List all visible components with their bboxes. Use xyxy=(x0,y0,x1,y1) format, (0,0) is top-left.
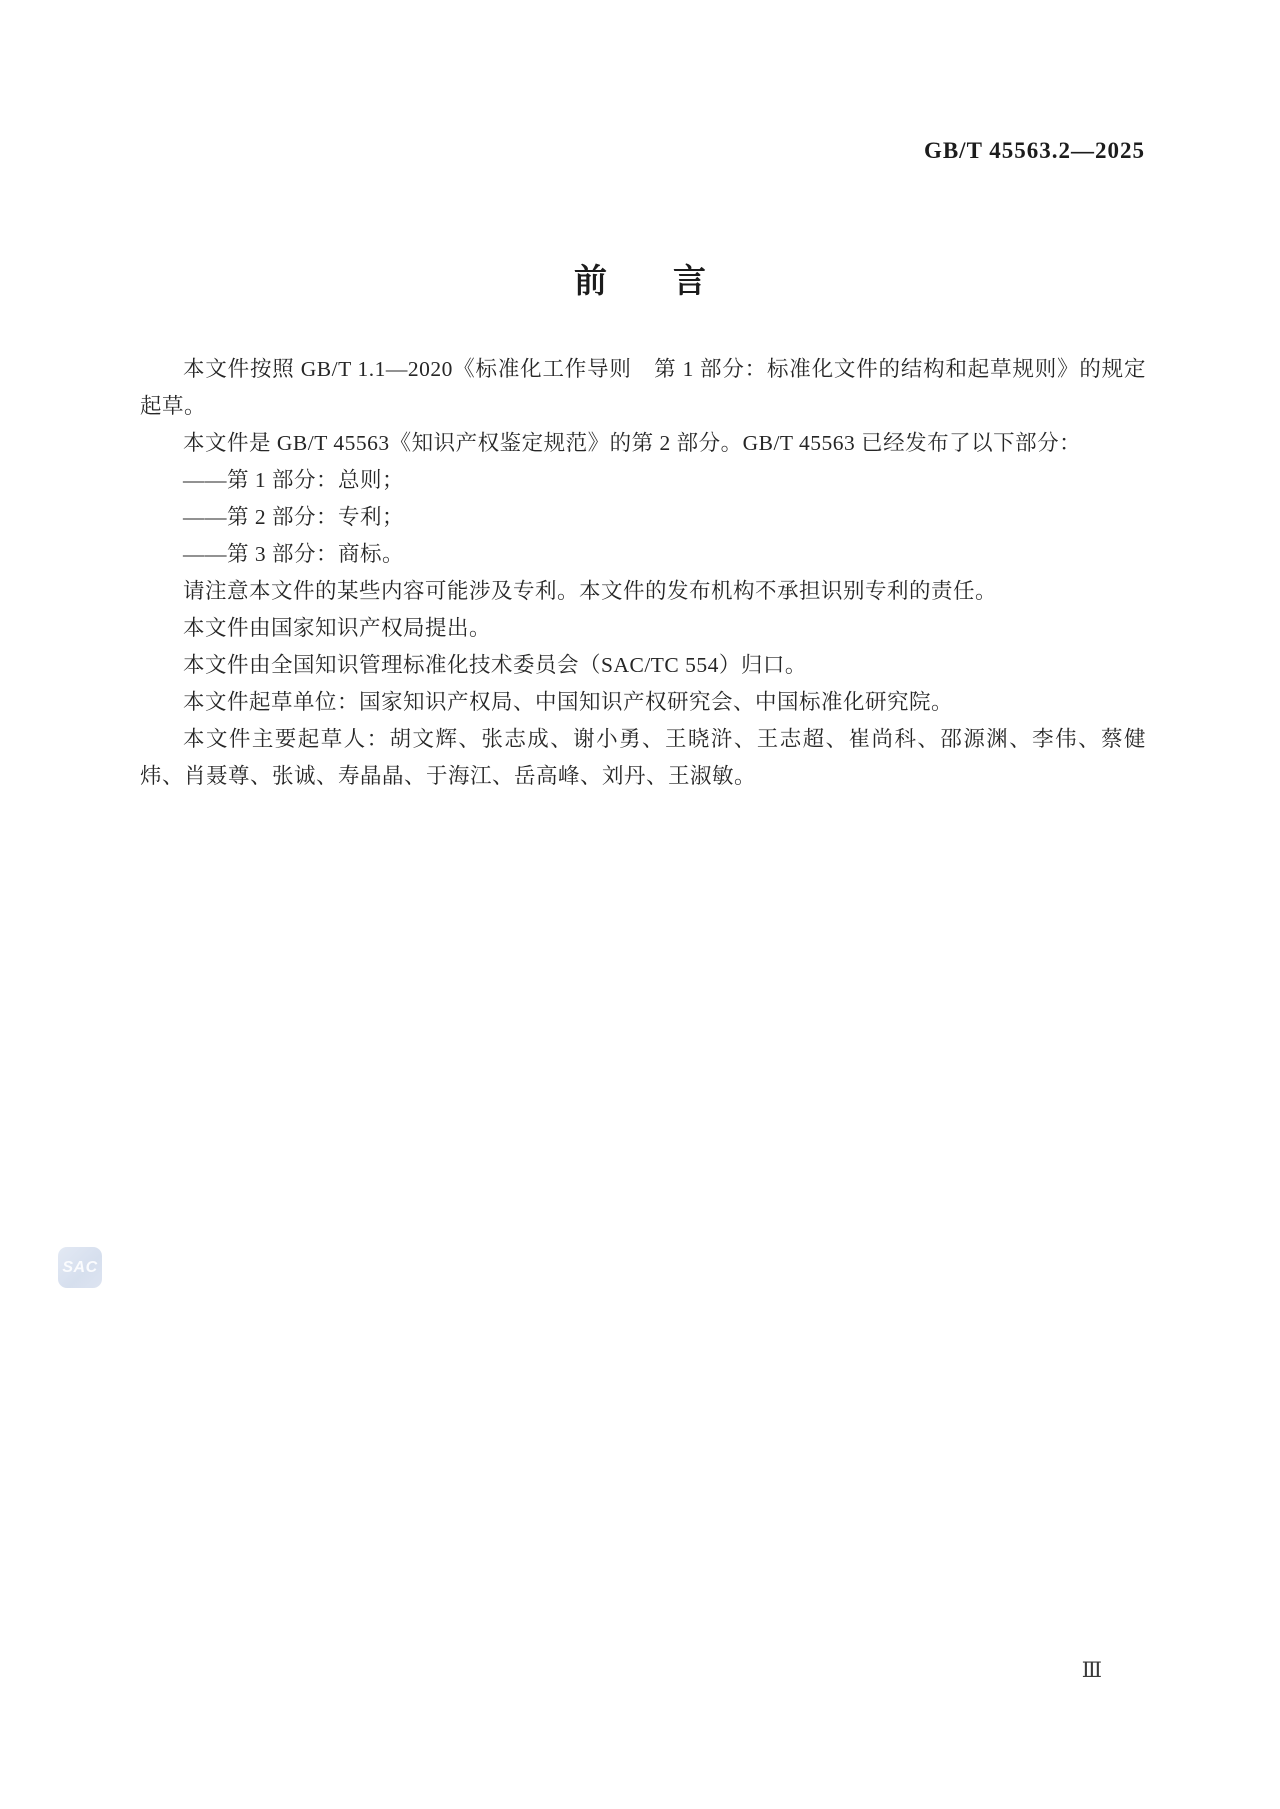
list-item: ——第 3 部分：商标。 xyxy=(183,542,405,566)
sac-logo-icon: SAC xyxy=(58,1247,102,1288)
list-item: ——第 2 部分：专利； xyxy=(183,505,405,529)
paragraph: 本文件起草单位：国家知识产权局、中国知识产权研究会、中国标准化研究院。 xyxy=(183,690,954,714)
foreword-body xyxy=(140,351,1146,795)
paragraph: 本文件由全国知识管理标准化技术委员会（SAC/TC 554）归口。 xyxy=(183,653,807,677)
list-item: ——第 1 部分：总则； xyxy=(183,468,405,492)
paragraph: 本文件按照 GB/T 1.1—2020《标准化工作导则 第 1 部分：标准化文件的结构和起草规则》的规定起草。 xyxy=(140,357,1146,418)
page-title: 前 言 xyxy=(574,261,706,300)
paragraph: 本文件主要起草人：胡文辉、张志成、谢小勇、王晓浒、王志超、崔尚科、邵源渊、李伟、蔡健炜、肖聂尊、张诚、寿晶晶、于海江、岳高峰、刘丹、王淑敏。 xyxy=(140,727,1146,788)
page-number: Ⅲ xyxy=(1081,1658,1102,1682)
paragraph: 请注意本文件的某些内容可能涉及专利。本文件的发布机构不承担识别专利的责任。 xyxy=(183,579,998,603)
paragraph: 本文件是 GB/T 45563《知识产权鉴定规范》的第 2 部分。GB/T 45563 已经发布了以下部分： xyxy=(183,431,1082,455)
standard-number: GB/T 45563.2—2025 xyxy=(923,138,1145,163)
paragraph: 本文件由国家知识产权局提出。 xyxy=(183,616,492,640)
